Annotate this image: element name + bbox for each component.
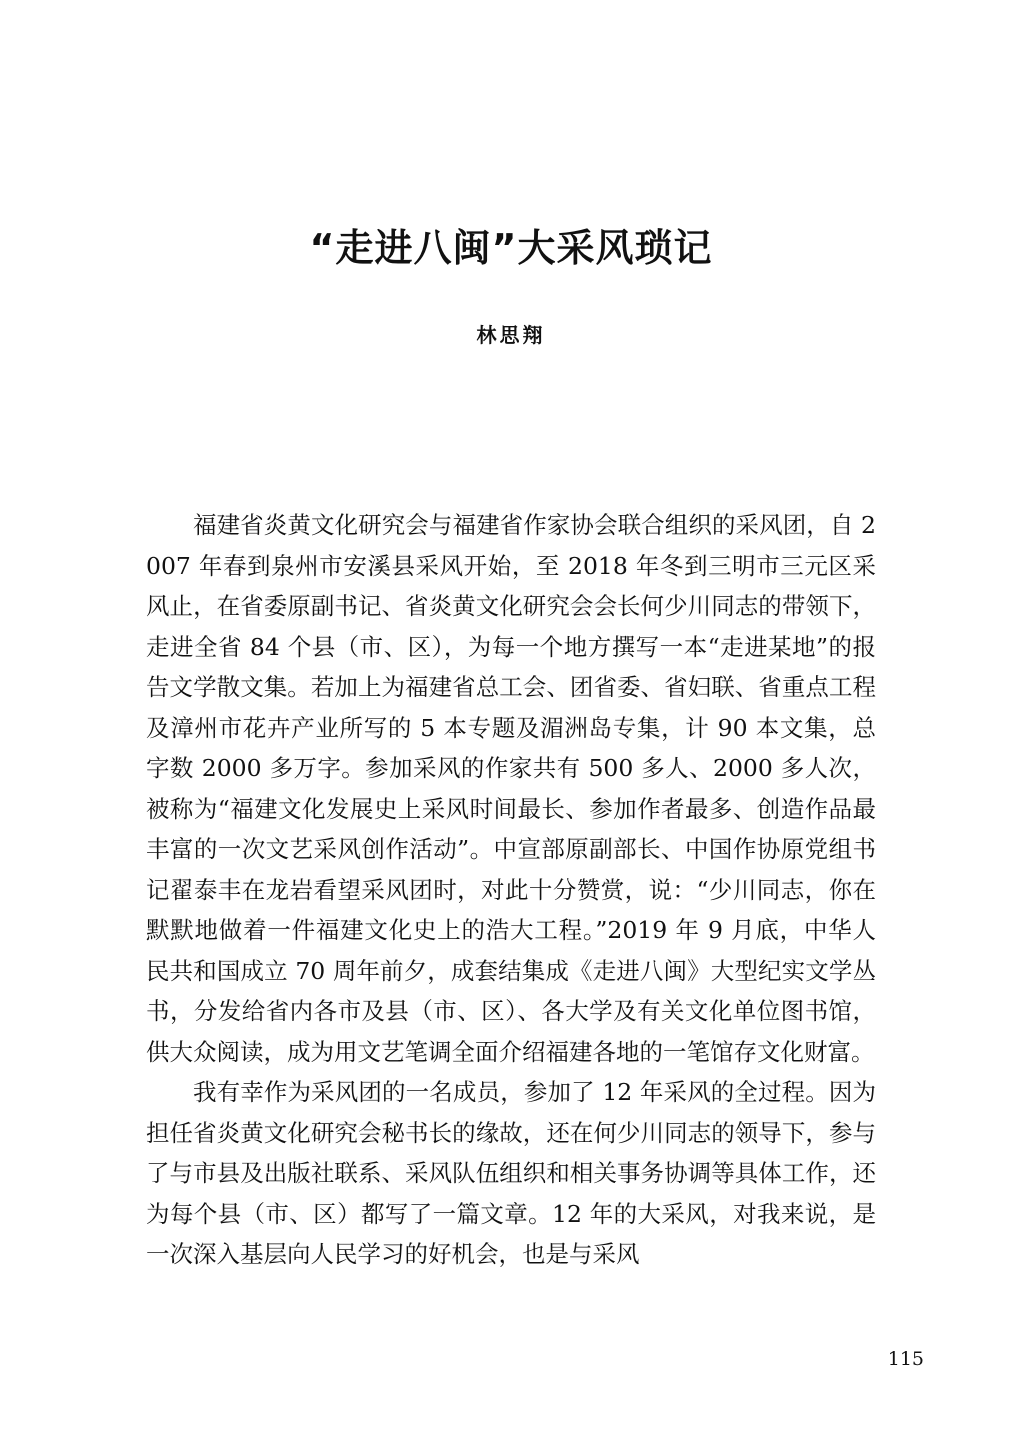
body-paragraph: 我有幸作为采风团的一名成员，参加了 12 年采风的全过程。因为担任省炎黄文化研究会秘书长的缘故，还在何少川同志的领导下，参与了与市县及出版社联系、采风队伍组织和相关事务协调等具体工作，还为每个县（市、区）都写了一篇文章。12 年的大采风，对我来说，是一次深入基层向人民学习的好机会，也是与采风 bbox=[146, 1078, 876, 1268]
page-number: 115 bbox=[887, 1348, 924, 1370]
article-author: 林思翔 bbox=[476, 323, 546, 347]
article-title: “走进八闽”大采风琐记 bbox=[309, 226, 713, 270]
body-paragraph: 福建省炎黄文化研究会与福建省作家协会联合组织的采风团，自 2007 年春到泉州市安溪县采风开始，至 2018 年冬到三明市三元区采风止，在省委原副书记、省炎黄文化研究会会长何少川同志的带领下，走进全省 84 个县（市、区），为每一个地方撰写一本“走进某地”的报告文学散文集。若加上为福建省总工会、团省委、省妇联、省重点工程及漳州市花卉产业所写的 5 本专题及湄洲岛专集，计 90 本文集，总字数 2000 多万字。参加采风的作家共有 500 多人、2000 多人次，被称为“福建文化发展史上采风时间最长、参加作者最多、创造作品最丰富的一次文艺采风创作活动”。中宣部原副部长、中国作协原党组书记翟泰丰在龙岩看望采风团时，对此十分赞赏，说：“少川同志，你在默默地做着一件福建文化史上的浩大工程。”2019 年 9 月底，中华人民共和国成立 70 周年前夕，成套结集成《走进八闽》大型纪实文学丛书，分发给省内各市及县（市、区）、各大学及有关文化单位图书馆，供大众阅读，成为用文艺笔调全面介绍福建各地的一笔馆存文化财富。 bbox=[146, 511, 876, 1066]
article-body bbox=[146, 505, 876, 1275]
